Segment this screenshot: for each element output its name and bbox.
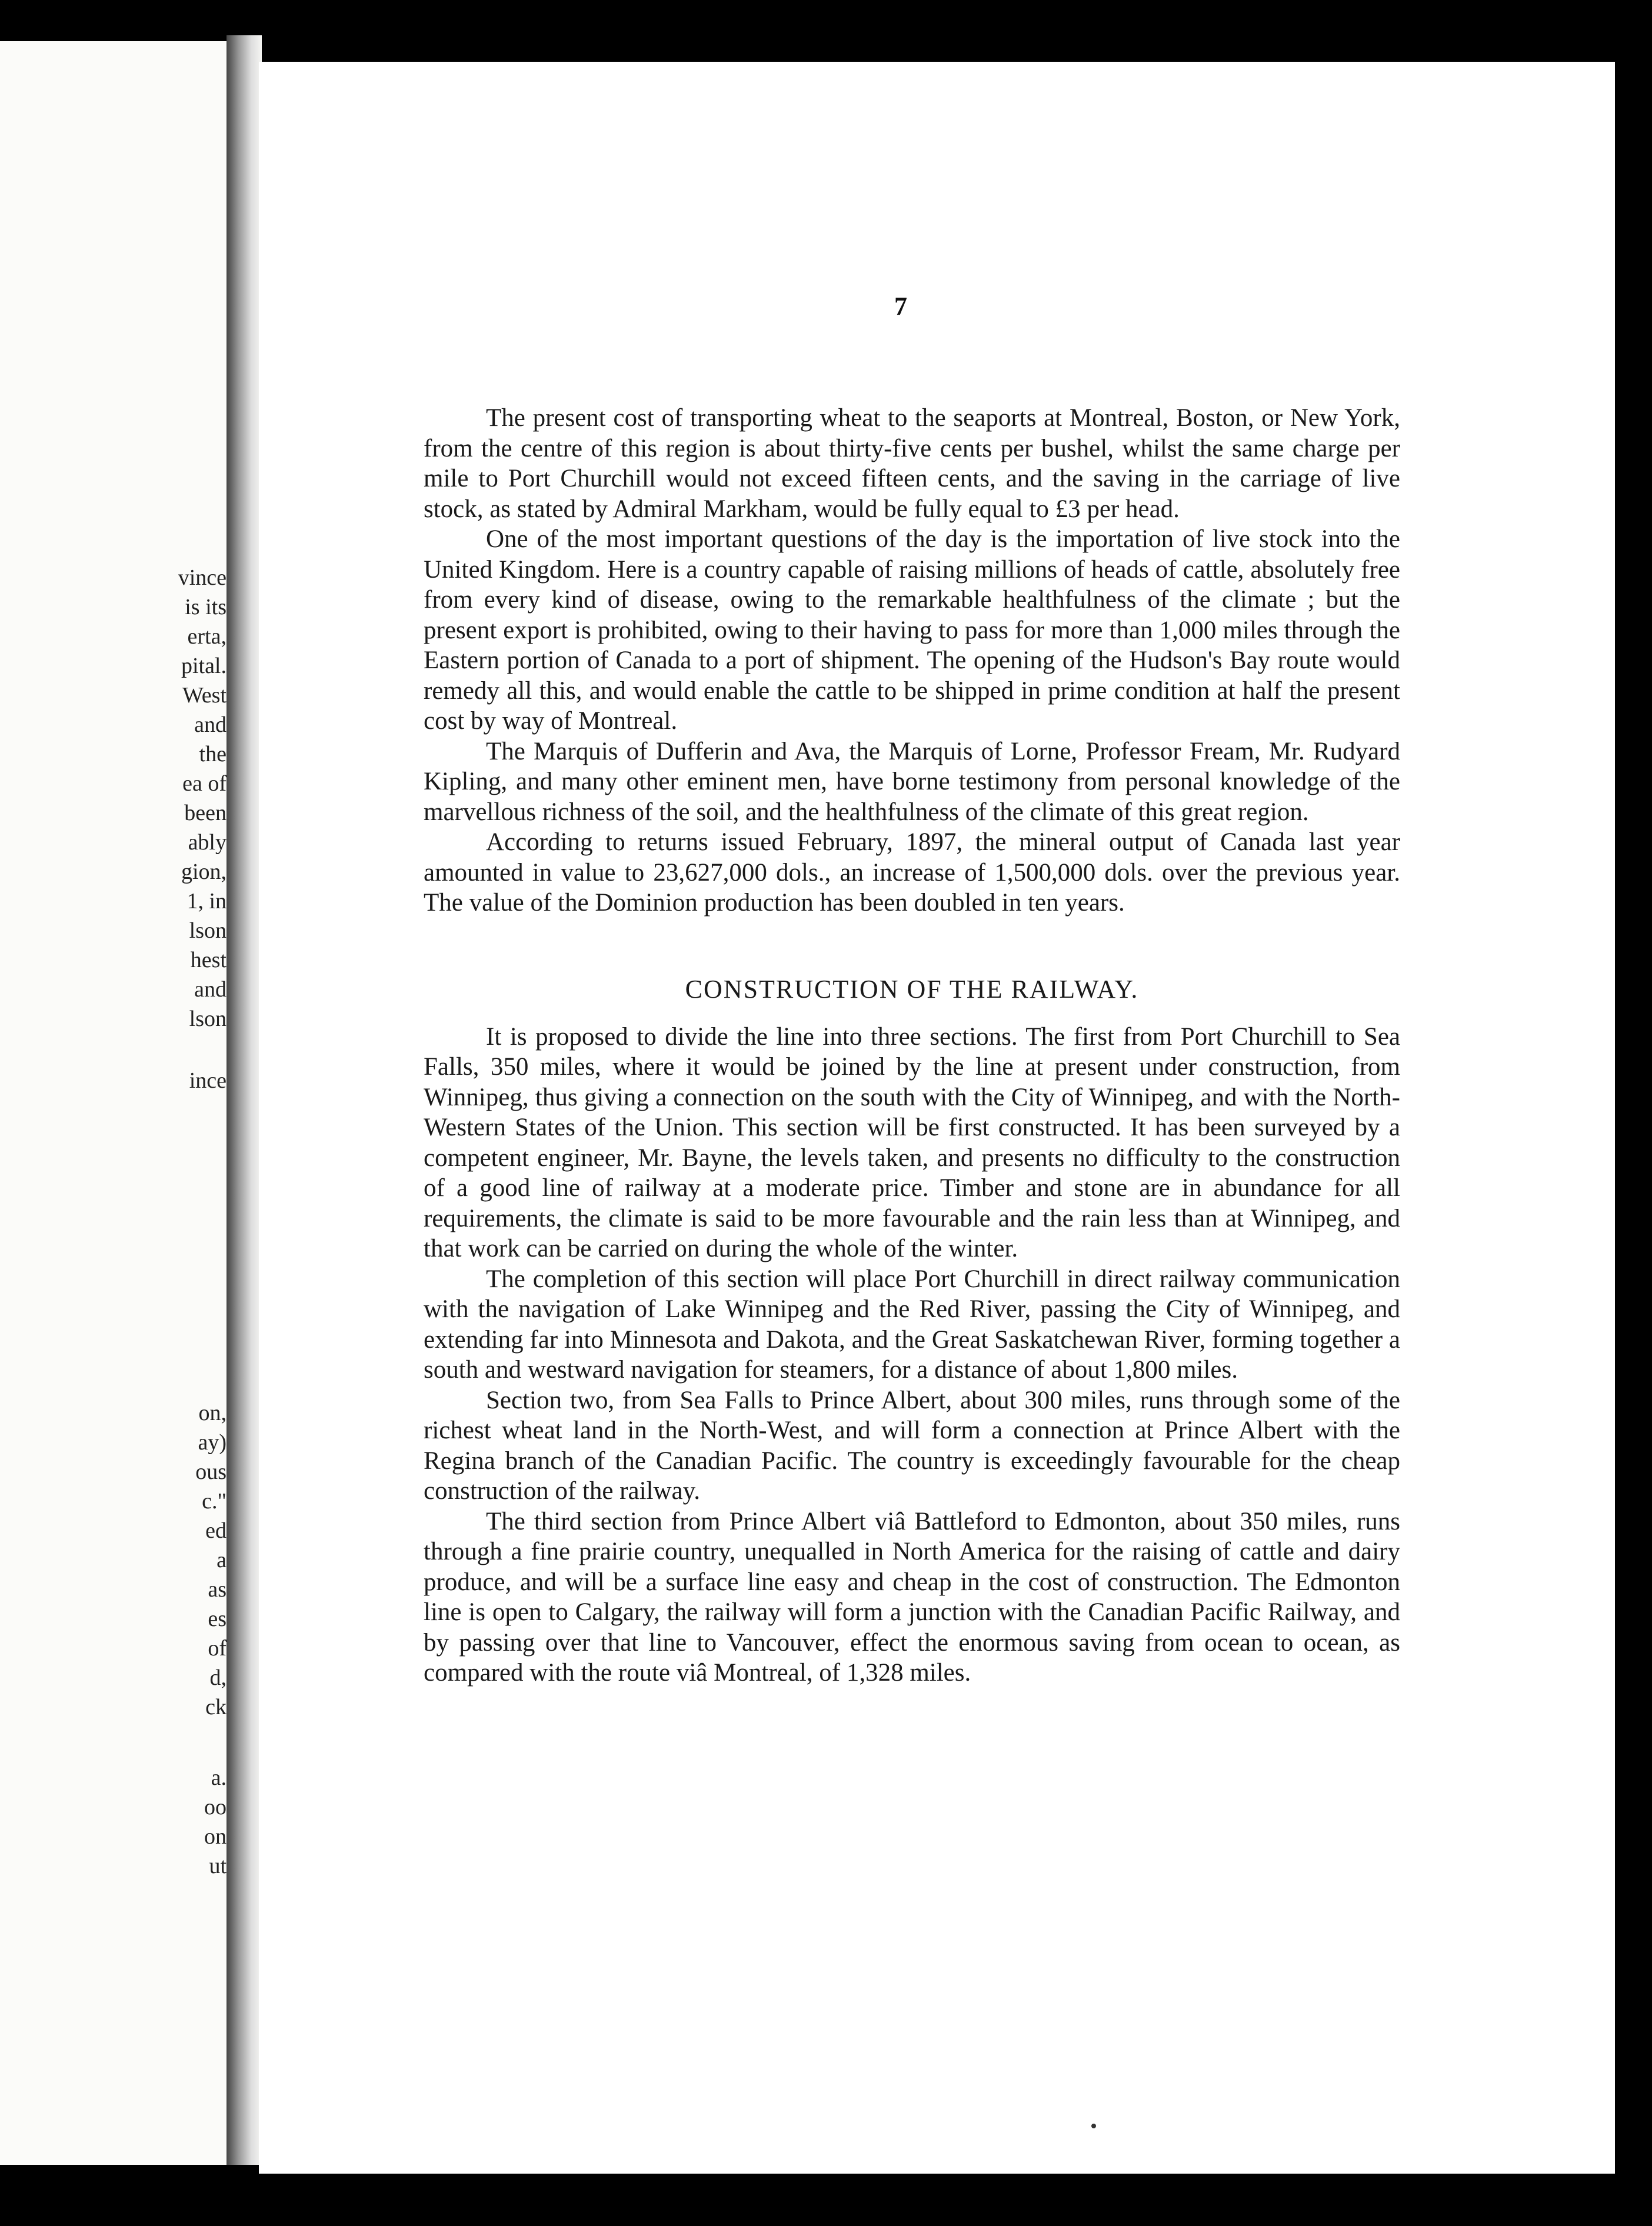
facing-page-fragment: and xyxy=(194,712,227,737)
paragraph: The Marquis of Dufferin and Ava, the Marquis of Lorne, Professor Fream, Mr. Rudyard Kipling, and many other eminent men, have borne testimony from personal knowledge of the marvellous richness of the soil, and the healthfulness of the climate of this great region. xyxy=(424,737,1400,826)
document-page xyxy=(259,62,1615,2174)
facing-page-fragment: lson xyxy=(189,1007,227,1031)
facing-page-fragment: is its xyxy=(185,595,227,619)
facing-page xyxy=(0,41,227,2165)
facing-page-fragment: a. xyxy=(211,1765,227,1790)
facing-page-fragment: oo xyxy=(204,1795,227,1820)
facing-page-fragment: pital. xyxy=(181,654,227,678)
facing-page-fragment: ed xyxy=(205,1518,227,1543)
facing-page-fragment: on xyxy=(204,1824,227,1849)
facing-page-fragment: erta, xyxy=(187,624,227,649)
facing-page-fragment: ous xyxy=(195,1459,227,1484)
facing-page-fragment: c." xyxy=(202,1489,227,1514)
page-body xyxy=(424,285,1400,1688)
facing-page-fragment: on, xyxy=(198,1401,227,1425)
facing-page-fragment: gion, xyxy=(181,859,227,884)
facing-page-fragment: 1, in xyxy=(186,889,227,914)
paragraph: The present cost of transporting wheat to the seaports at Montreal, Boston, or New York, from the centre of this region is about thirty-five cents per bushel, whilst the same charge per mile to Port Churchill would not exceed fifteen cents, and the saving in the carriage of live stock, as stated by Admiral Markham, would be fully equal to £3 per head. xyxy=(424,404,1400,523)
facing-page-fragment: ay) xyxy=(198,1430,227,1455)
facing-page-fragment: lson xyxy=(189,918,227,943)
binding-gutter xyxy=(227,35,262,2165)
facing-page-fragment: West xyxy=(182,683,227,708)
paragraph: Section two, from Sea Falls to Prince Albert, about 300 miles, runs through some of the richest wheat land in the North-West, and will form a connection at Prince Albert with the Regina branch of the Canadian Pacific. The country is exceedingly favourable for the cheap construction of the railway. xyxy=(424,1386,1400,1505)
intro-section xyxy=(424,403,1400,918)
facing-page-fragment: ck xyxy=(205,1695,227,1720)
paragraph: The third section from Prince Albert viâ Battleford to Edmonton, about 350 miles, runs through a fine prairie country, unequalled in North America for the raising of cattle and dairy produce, and will be a surface line easy and cheap in the cost of construction. The Edmonton line is open to Calgary, the railway will form a junction with the Canadian Pacific Railway, and by passing over that line to Vancouver, effect the enormous saving from ocean to ocean, as compared with the route viâ Montreal, of 1,328 miles. xyxy=(424,1507,1400,1687)
facing-page-fragment: as xyxy=(208,1577,227,1602)
paragraph: The completion of this section will place Port Churchill in direct railway communication with the navigation of Lake Winnipeg and the Red River, passing the City of Winnipeg, and extending far into Minnesota and Dakota, and the Great Saskatchewan River, forming together a south and westward navigation for steamers, for a distance of about 1,800 miles. xyxy=(424,1265,1400,1384)
page-number: 7 xyxy=(894,292,907,321)
section-heading: CONSTRUCTION OF THE RAILWAY. xyxy=(685,974,1139,1004)
construction-section xyxy=(424,1022,1400,1688)
facing-page-fragment: ea of xyxy=(182,771,227,796)
facing-page-fragment: the xyxy=(199,742,227,767)
facing-page-fragment: been xyxy=(184,801,227,825)
facing-page-fragment: and xyxy=(194,977,227,1002)
facing-page-fragment: hest xyxy=(190,948,227,972)
facing-page-fragment: ably xyxy=(188,830,227,855)
facing-page-fragment: ut xyxy=(209,1854,227,1878)
facing-page-fragment: ince xyxy=(189,1068,227,1093)
facing-page-fragment: es xyxy=(208,1607,227,1631)
paragraph: One of the most important questions of the day is the importation of live stock into the United Kingdom. Here is a country capable of raising millions of heads of cattle, absolutely free from every kind of disease, owing to the remarkable healthfulness of the climate ; but the present export is prohibited, owing to their having to pass for more than 1,000 miles through the Eastern portion of Canada to a port of shipment. The opening of the Hudson's Bay route would remedy all this, and would enable the cattle to be shipped in prime condition at half the present cost by way of Montreal. xyxy=(424,525,1400,735)
facing-page-fragment: d, xyxy=(209,1665,227,1690)
facing-page-fragment: vince xyxy=(178,565,227,590)
ink-speck xyxy=(1091,2124,1096,2128)
facing-page-fragment: a xyxy=(217,1548,227,1572)
paragraph: According to returns issued February, 1897, the mineral output of Canada last year amounted in value to 23,627,000 dols., an increase of 1,500,000 dols. over the previous year. The value of the Dominion production has been doubled in ten years. xyxy=(424,828,1400,917)
paragraph: It is proposed to divide the line into three sections. The first from Port Churchill to Sea Falls, 350 miles, where it would be joined by the line at present under construction, from Winnipeg, thus giving a connection on the south with the City of Winnipeg, and with the North-Western States of the Union. This section will be first constructed. It has been surveyed by a competent engineer, Mr. Bayne, the levels taken, and presents no difficulty to the construction of a good line of railway at a moderate price. Timber and stone are in abundance for all requirements, the climate is said to be more favourable and the rain less than at Winnipeg, and that work can be carried on during the whole of the winter. xyxy=(424,1022,1400,1262)
facing-page-fragment: of xyxy=(208,1636,227,1661)
